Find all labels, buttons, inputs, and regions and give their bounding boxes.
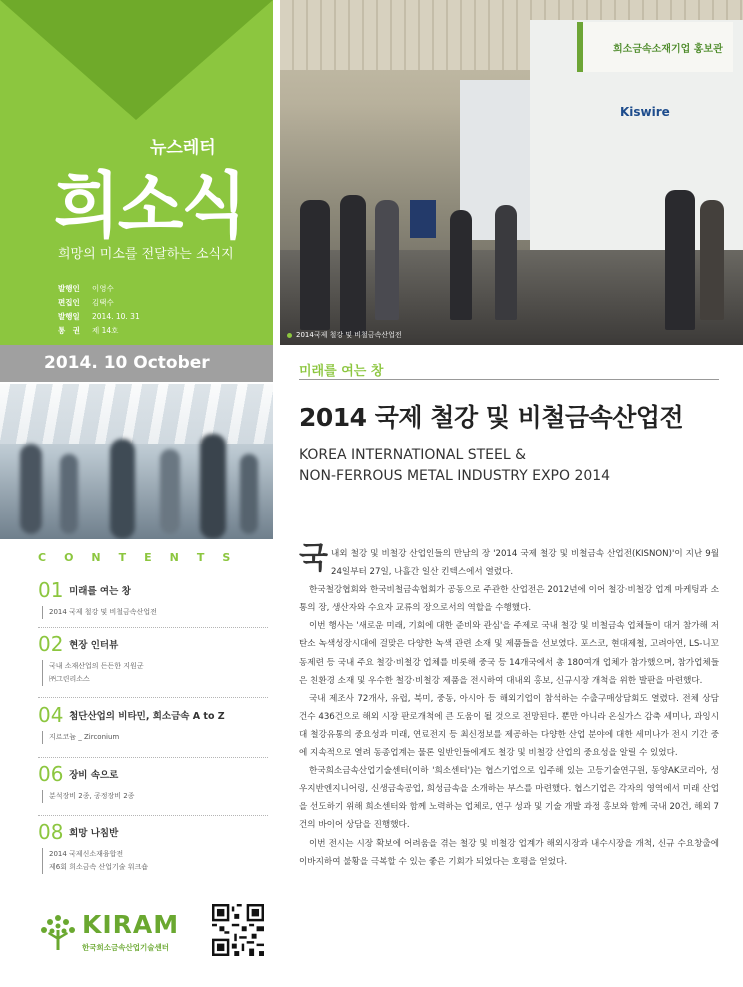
- article-headline: 2014 국제 철강 및 비철금속산업전: [299, 403, 684, 432]
- dropcap: 국: [299, 541, 328, 576]
- kiswire-sign: Kiswire: [620, 105, 670, 119]
- contents-divider: [38, 627, 268, 628]
- contents-page-number: 01: [38, 578, 64, 602]
- newsletter-title: 희소식: [54, 164, 246, 249]
- meta-publisher: 발행인 이영수: [58, 284, 114, 293]
- contents-title: 희망 나침반: [69, 828, 119, 839]
- kiram-logo: [38, 912, 198, 962]
- contents-page-number: 08: [38, 820, 64, 844]
- issue-date: 2014. 10 October: [44, 353, 210, 373]
- contents-divider: [38, 757, 268, 758]
- contents-subtitle: 분석장비 2종, 공정장비 2종: [42, 790, 268, 803]
- contents-item[interactable]: [38, 703, 268, 744]
- logo-subtitle: 한국희소금속산업기술센터: [82, 943, 169, 952]
- newsletter-label: 뉴스레터: [150, 138, 216, 158]
- article-paragraph: 국내 제조사 72개사, 유럽, 북미, 중동, 아시아 등 해외기업이 참석하는 수출구매상담회도 열렸다. 전체 상담 건수 436건으로 해외 시장 판로개척에 큰 도움이 될 것으로 전망된다. 뿐만 아니라 온실가스 감축 세미나, 과잉시대 철강유통의 중요성과 미래, 연료전지 등 최신정보를 제공하는 다양한 산업 분야에 대한 세미나가 전시 기간 중에 지속적으로 열려 동종업계는 물론 일반인들에게도 철강 및 비철강 산업의 중요성을 알릴 수 있었다.: [299, 693, 719, 759]
- contents-divider: [38, 815, 268, 816]
- newsletter-slogan: 희망의 미소를 전달하는 소식지: [58, 247, 234, 262]
- section-label: 미래를 여는 창: [299, 364, 384, 379]
- article-paragraph: 국내외 철강 및 비철강 산업인들의 만남의 장 '2014 국제 철강 및 비철금속 산업전(KISNON)'이 지난 9월 24일부터 27일, 나흘간 일산 킨텍스에서 열렸다.: [299, 541, 719, 578]
- contents-label: CONTENTS: [38, 551, 249, 564]
- contents-item[interactable]: [38, 820, 268, 874]
- contents-subtitle: 국내 소재산업의 든든한 지원군: [49, 662, 144, 670]
- contents-subtitle: 2014 국제 철강 및 비철금속산업전: [42, 606, 268, 619]
- masthead-triangle: [0, 0, 273, 120]
- contents-title: 첨단산업의 비타민, 희소금속 A to Z: [69, 711, 225, 722]
- article-paragraph: 이번 행사는 '새로운 미래, 기회에 대한 준비와 관심'을 주제로 국내 철강 및 비철금속 업체들이 대거 참가해 저탄소 녹색성장시대에 걸맞은 다양한 녹색 관련 소재 및 제품들을 선보였다. 포스코, 현대제철, 고려아연, LS-니꼬동제련 등 국내 주요 철강·비철강 업체를 비롯해 중국 등 14개국에서 총 180여개 업체가 참가했으며, 참가업체들은 친환경 소재 및 우수한 철강·비철강 제품을 전시하여 대내외 홍보, 신규시장 개척을 위한 발판을 마련했다.: [299, 621, 719, 686]
- contents-subtitle: 2014 국제신소재융합전: [49, 850, 124, 858]
- contents-page-number: 02: [38, 632, 64, 656]
- contents-item[interactable]: [38, 632, 268, 686]
- article-paragraph: 한국희소금속산업기술센터(이하 '희소센터')는 협스기업으로 입주해 있는 고등기술연구원, 동양AK코리아, 성우지반엔지니어링, 신생금속공업, 희성금속을 소개하는 부스를 마련했다. 협스기업은 각자의 영역에서 미래 산업을 선도하기 위해 희소센터와 함께 노력하는 업체로, 연구 성과 및 기술 개발 과정 홍보와 함께 국내 20건, 해외 7건의 바이어 상담을 진행했다.: [299, 766, 719, 831]
- article-english-title-2: NON-FERROUS METAL INDUSTRY EXPO 2014: [299, 468, 611, 484]
- contents-divider: [38, 697, 268, 698]
- hero-photo: [280, 0, 743, 345]
- qr-code-icon[interactable]: [212, 904, 264, 956]
- contents-page-number: 06: [38, 762, 64, 786]
- contents-subtitle: 제6회 희소금속 산업기술 워크숍: [49, 863, 149, 871]
- article-paragraph: 이번 전시는 시장 확보에 어려움을 겪는 철강 및 비철강 업계가 해외시장과 내수시장을 개척, 신규 수요창출에 이바지하여 불황을 극복할 수 있는 좋은 기회가 되었다는 호평을 얻었다.: [299, 838, 719, 867]
- contents-subtitle: ㈜그린리소스: [49, 675, 90, 683]
- logo-name: KIRAM: [82, 910, 180, 939]
- crowd-photo: [0, 384, 273, 539]
- contents-title: 장비 속으로: [69, 770, 119, 781]
- contents-page-number: 04: [38, 703, 64, 727]
- contents-item[interactable]: [38, 578, 268, 619]
- contents-subtitle: 지르코늄 _ Zirconium: [42, 731, 268, 744]
- hero-caption: 2014국제 철강 및 비철금속산업전: [287, 330, 402, 340]
- contents-title: 미래를 여는 창: [69, 586, 131, 597]
- booth-sign: 희소금속소재기업 홍보관: [577, 22, 733, 72]
- contents-item[interactable]: [38, 762, 268, 803]
- section-rule: [299, 379, 719, 380]
- article-body: [299, 541, 719, 871]
- article-english-title-1: KOREA INTERNATIONAL STEEL &: [299, 447, 527, 463]
- contents-subtitle-group: [42, 848, 268, 874]
- meta-date: 발행일 2014. 10. 31: [58, 312, 140, 321]
- masthead: [0, 0, 273, 345]
- meta-issue: 통 권 제 14호: [58, 326, 119, 335]
- meta-editor: 편집인 김택수: [58, 298, 114, 307]
- tree-icon: [38, 912, 78, 952]
- contents-subtitle-group: [42, 660, 268, 686]
- date-bar: [0, 345, 273, 382]
- contents-title: 현장 인터뷰: [69, 640, 119, 651]
- article-paragraph: 한국철강협회와 한국비철금속협회가 공동으로 주관한 산업전은 2012년에 이어 철강·비철강 업계 마케팅과 소통의 장, 생산자와 수요자 교류의 장으로서의 역할을 수행했다.: [299, 585, 719, 614]
